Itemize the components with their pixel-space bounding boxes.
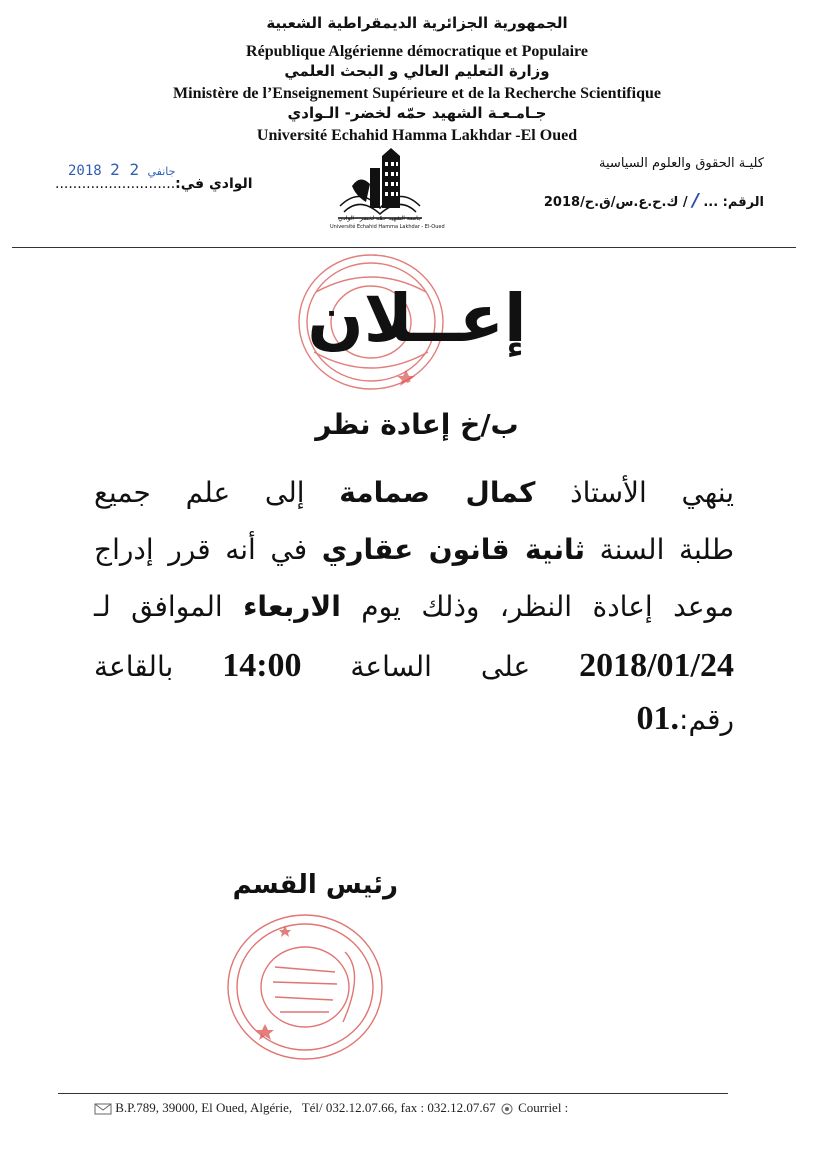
line2-intro: طلبة السنة [599,533,734,566]
announcement-title: إعــلان [307,280,527,357]
line4-room-label: بالقاعة [94,650,174,683]
footer-phone-fax: Tél/ 032.12.07.66, fax : 032.12.07.67 [301,1100,496,1115]
footer-contact [94,1100,568,1116]
body-line-4 [94,647,734,685]
room-number: .01 [636,700,680,737]
reference-code: / ك.ح.ع.س/ق.ح/2018 [543,195,688,210]
email-icon [499,1103,515,1115]
date-stamp-month: جانفي [147,165,176,178]
date-stamp-day: 2 2 [110,160,140,179]
line1-end: إلى علم جميع [94,476,305,509]
professor-name: كمال صمامة [339,476,536,509]
weekday: الاربعاء [243,590,341,623]
logo-caption-french: Université Echahid Hamma Lakhdar - El-Oued [330,224,445,230]
place-label: الوادي في: [175,176,253,192]
logo-caption-arabic: جامعة الشهيد حمّه لخضر - الوادي [338,215,422,222]
university-logo [330,146,445,236]
official-stamp-bottom [225,912,385,1062]
session-time: 14:00 [222,647,302,684]
room-number-label: رقم: [679,703,734,736]
line2-end: في أنه قرر إدراج [94,533,308,566]
line4-hour-label: على الساعة [350,650,531,683]
republic-arabic: الجمهورية الجزائرية الديمقراطية الشعبية [266,14,568,32]
header-divider [12,247,796,248]
body-line-2 [94,533,734,566]
ministry-french: Ministère de l’Enseignement Supérieure et de la Recherche Scientifique [173,85,661,102]
announcement-subtitle: ب/خ إعادة نظر [315,408,519,441]
republic-french: République Algérienne démocratique et Populaire [246,43,588,60]
university-arabic: جـامـعـة الشهيد حمّه لخضر- الـوادي [287,104,547,122]
date-stamp-year: 2018 [68,163,102,179]
student-level: ثانية قانون عقاري [321,533,585,566]
line3-end: الموافق لـ [94,590,223,623]
body-line-3 [94,590,734,623]
ministry-arabic: وزارة التعليم العالي و البحث العلمي [284,62,550,80]
faculty-name: كليـة الحقوق والعلوم السياسية [599,156,764,171]
footer-divider [58,1093,728,1094]
department-head-signature-title: رئيس القسم [232,870,398,900]
body-line-1 [94,476,734,509]
place-date [55,176,253,192]
place-dots: ........................... [55,176,176,192]
envelope-icon [94,1103,112,1115]
university-french: Université Echahid Hamma Lakhdar -El Oued [256,127,578,144]
footer-email-label: Courriel : [518,1100,569,1115]
reference-handwritten-mark: / [692,190,699,211]
line1-intro: ينهي الأستاذ [570,476,734,509]
reference-label: الرقم: ... [703,195,764,210]
session-date: 2018/01/24 [579,647,734,684]
reference-number [544,190,764,211]
footer-address: B.P.789, 39000, El Oued, Algérie, [115,1100,293,1115]
line3-intro: موعد إعادة النظر، وذلك يوم [361,590,734,623]
body-line-5 [94,700,734,738]
